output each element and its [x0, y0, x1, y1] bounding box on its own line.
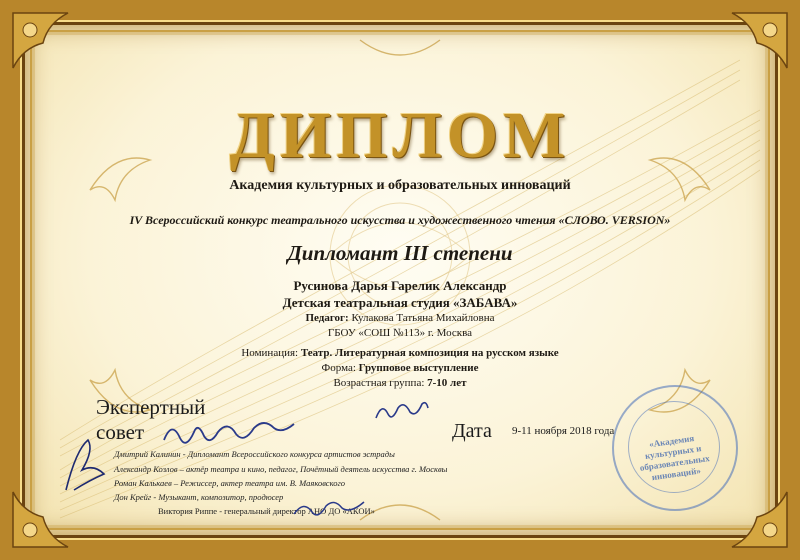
- teacher-line: [0, 312, 800, 324]
- age-value: 7-10 лет: [427, 377, 467, 389]
- teacher-label: Педагог:: [305, 312, 349, 324]
- diploma-title: ДИПЛОМ: [229, 99, 571, 172]
- director-line: Виктория Риппе - генеральный директор АНО ДО «АКОИ»: [158, 506, 375, 516]
- corner-ornament-icon: [702, 8, 792, 98]
- signature-director: [290, 496, 370, 522]
- signature-main: [160, 418, 300, 454]
- date-label: Дата: [452, 420, 492, 442]
- academy-name: Академия культурных и образовательных инноваций: [229, 178, 571, 193]
- nomination-label: Номинация:: [241, 347, 299, 359]
- date-value: 9-11 ноября 2018 года: [512, 425, 615, 437]
- signature-jury: [372, 398, 432, 426]
- jury-member: Александр Козлов – актёр театра и кино, педагог, Почётный деятель искусства г. Москвы: [114, 464, 448, 474]
- jury-member: Роман Калькаев – Режиссер, актер театра им. В. Маяковского: [114, 478, 346, 488]
- form-value: Групповое выступление: [358, 362, 479, 374]
- school-name: ГБОУ «СОШ №113» г. Москва: [327, 327, 473, 339]
- contest-name: IV Всероссийский конкурс театрального искусства и художественного чтения «СЛОВО. VERSION»: [129, 213, 671, 227]
- form-line: [0, 362, 800, 374]
- teacher-value: Кулакова Татьяна Михайловна: [351, 312, 495, 324]
- participant-names: Русинова Дарья Гарелик Александр: [293, 278, 507, 293]
- studio-name: Детская театральная студия «ЗАБАВА»: [282, 295, 518, 310]
- nomination-line: [0, 347, 800, 359]
- award-degree: Дипломант III степени: [287, 241, 513, 265]
- form-label: Форма:: [321, 362, 356, 374]
- jury-member: Дмитрий Калинин - Дипломант Всероссийского конкурса артистов эстрады: [114, 449, 395, 459]
- official-stamp: [612, 385, 738, 511]
- expert-line-1: Экспертный: [96, 395, 206, 419]
- age-label: Возрастная группа:: [333, 377, 425, 389]
- corner-ornament-icon: [8, 8, 98, 98]
- stamp-inner-ring: [628, 401, 720, 493]
- stamp-text: «Академия культурных и образовательных инноваций»: [639, 433, 711, 483]
- nomination-value: Театр. Литературная композиция на русском языке: [300, 347, 559, 359]
- signature-left: [60, 430, 110, 500]
- expert-line-2: совет: [96, 420, 145, 444]
- jury-member: Дон Крейг - Музыкант, композитор, продюсер: [114, 492, 284, 502]
